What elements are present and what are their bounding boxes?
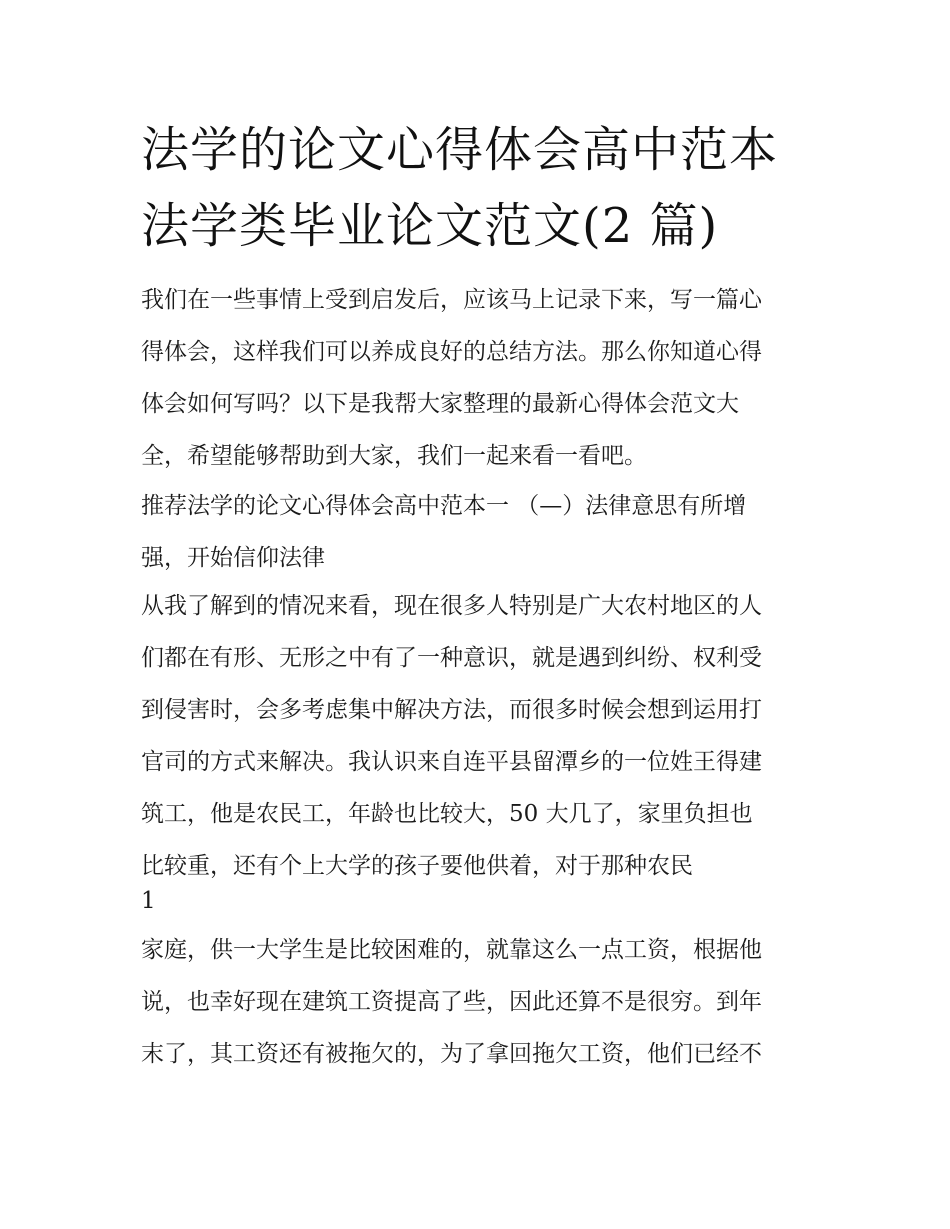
intro-paragraph (141, 274, 821, 482)
text-line: 全，希望能够帮助到大家，我们一起来看一看吧。 (141, 443, 647, 469)
title-line: 法学类毕业论文范文(2 篇) (141, 198, 719, 254)
text-line: 官司的方式来解决。我认识来自连平县留潭乡的一位姓王得建 (141, 749, 762, 775)
text-line: 家庭，供一大学生是比较困难的，就靠这么一点工资，根据他 (141, 937, 762, 963)
text-line: 们都在有形、无形之中有了一种意识，就是遇到纠纷、权利受 (141, 645, 762, 671)
text-line: 体会如何写吗？以下是我帮大家整理的最新心得体会范文大 (141, 391, 739, 417)
body-paragraph-1 (141, 580, 821, 892)
text-line: 我们在一些事情上受到启发后，应该马上记录下来，写一篇心 (141, 287, 762, 313)
text-line: 到侵害时，会多考虑集中解决方法，而很多时候会想到运用打 (141, 697, 762, 723)
text-line: 比较重，还有个上大学的孩子要他供着，对于那种农民 (141, 853, 693, 879)
text-line: 从我了解到的情况来看，现在很多人特别是广大农村地区的人 (141, 593, 762, 619)
page-number-text: 1 (141, 888, 156, 914)
page-number (141, 880, 821, 922)
text-line: 末了，其工资还有被拖欠的，为了拿回拖欠工资，他们已经不 (141, 1041, 762, 1067)
text-line: 说，也幸好现在建筑工资提高了些，因此还算不是很穷。到年 (141, 989, 762, 1015)
document-title (141, 112, 841, 264)
body-paragraph-2 (141, 924, 821, 1080)
text-line: 筑工，他是农民工，年龄也比较大，50 大几了，家里负担也 (141, 801, 753, 827)
title-line: 法学的论文心得体会高中范本 (141, 122, 779, 178)
text-line: 得体会，这样我们可以养成良好的总结方法。那么你知道心得 (141, 339, 762, 365)
text-line: 推荐法学的论文心得体会高中范本一 （—）法律意思有所增 (141, 493, 747, 519)
section-subheading (141, 480, 821, 584)
text-line: 强，开始信仰法律 (141, 545, 325, 571)
